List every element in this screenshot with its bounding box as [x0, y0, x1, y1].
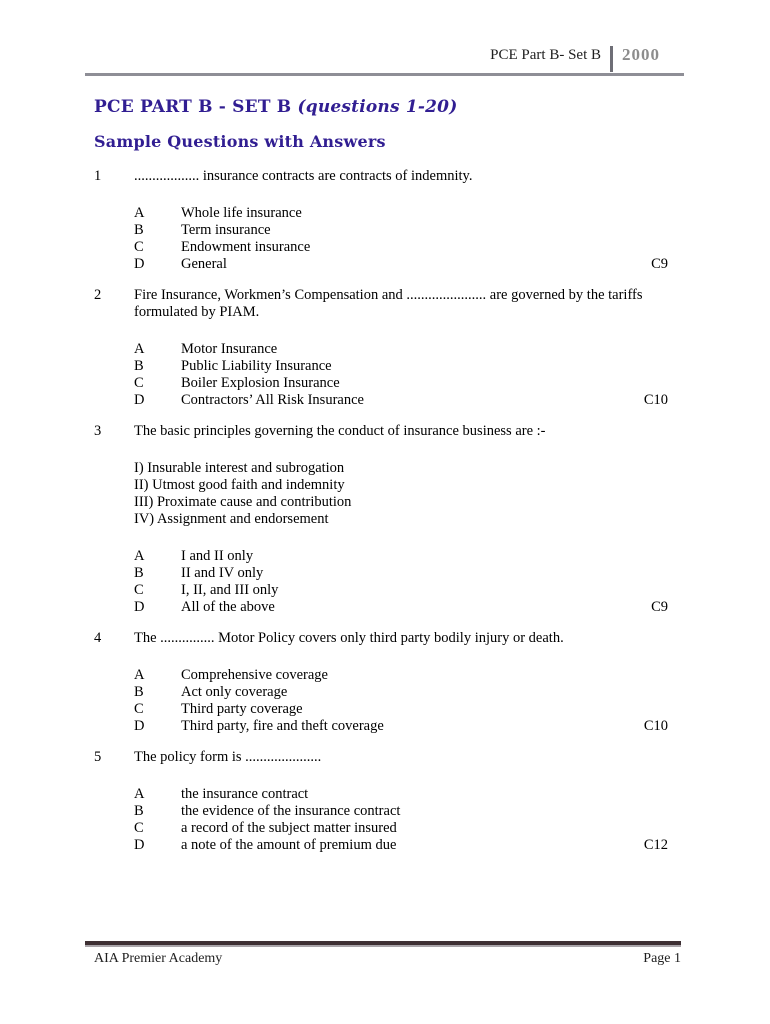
option-row [94, 375, 668, 392]
answer-reference: C9 [651, 599, 668, 615]
header-doc-title: PCE Part B- Set B [490, 47, 601, 63]
option-letter: A [134, 548, 145, 564]
footer-rule [85, 941, 681, 947]
header-rule [85, 73, 684, 76]
roman-numeral-item: IV) Assignment and endorsement [134, 511, 329, 527]
option-row [94, 565, 668, 582]
option-row [94, 718, 668, 735]
option-letter: D [134, 837, 145, 853]
option-letter: A [134, 667, 145, 683]
option-letter: A [134, 786, 145, 802]
option-text: Comprehensive coverage [181, 667, 328, 683]
question-block-3 [94, 423, 668, 616]
option-letter: C [134, 239, 144, 255]
option-letter: D [134, 718, 145, 734]
roman-numeral-item: III) Proximate cause and contribution [134, 494, 352, 510]
options-list [94, 667, 668, 735]
answer-reference: C12 [643, 837, 668, 853]
roman-numeral-item: I) Insurable interest and subrogation [134, 460, 345, 476]
roman-numeral-list [134, 460, 668, 528]
footer-page-number: Page 1 [643, 951, 681, 966]
option-text: Third party coverage [181, 701, 303, 717]
option-letter: B [134, 565, 144, 581]
option-row [94, 803, 668, 820]
option-text: All of the above [181, 599, 275, 615]
footer-row [85, 950, 681, 968]
footer-academy-name: AIA Premier Academy [94, 951, 223, 966]
option-row [94, 820, 668, 837]
options-list [94, 548, 668, 616]
document-subtitle: Sample Questions with Answers [94, 132, 386, 151]
option-row [94, 701, 668, 718]
option-text: Contractors’ All Risk Insurance [181, 392, 364, 408]
option-text: II and IV only [181, 565, 264, 581]
question-row [94, 630, 668, 647]
option-text: I, II, and III only [181, 582, 279, 598]
question-number: 3 [94, 423, 102, 439]
option-text: a record of the subject matter insured [181, 820, 397, 836]
option-row [94, 599, 668, 616]
option-text: Whole life insurance [181, 205, 302, 221]
question-number: 5 [94, 749, 102, 765]
option-row [94, 392, 668, 409]
answer-reference: C10 [643, 392, 668, 408]
option-row [94, 786, 668, 803]
question-text: Fire Insurance, Workmen’s Compensation and ...................... are governed by the tariffs formulated by PIAM. [134, 287, 643, 320]
options-list [94, 205, 668, 273]
option-text: a note of the amount of premium due [181, 837, 397, 853]
option-row [94, 222, 668, 239]
page-footer [85, 941, 681, 968]
option-letter: C [134, 375, 144, 391]
option-text: Third party, fire and theft coverage [181, 718, 384, 734]
option-row [94, 256, 668, 273]
question-row [94, 423, 668, 440]
option-text: I and II only [181, 548, 254, 564]
option-row [94, 837, 668, 854]
question-block-4 [94, 630, 668, 735]
document-title-suffix: (questions 1-20) [297, 97, 458, 117]
question-block-1 [94, 168, 668, 273]
question-number: 2 [94, 287, 102, 303]
option-text: Term insurance [181, 222, 271, 238]
option-row [94, 239, 668, 256]
options-list [94, 786, 668, 854]
option-text: Public Liability Insurance [181, 358, 332, 374]
answer-reference: C10 [643, 718, 668, 734]
option-letter: D [134, 392, 145, 408]
option-text: Act only coverage [181, 684, 288, 700]
option-text: Motor Insurance [181, 341, 278, 357]
option-letter: D [134, 599, 145, 615]
question-block-2 [94, 287, 668, 409]
question-text: The basic principles governing the conduct of insurance business are :- [134, 423, 546, 439]
option-letter: B [134, 803, 144, 819]
option-row [94, 548, 668, 565]
option-row [94, 205, 668, 222]
question-number: 4 [94, 630, 102, 646]
options-list [94, 341, 668, 409]
option-letter: C [134, 701, 144, 717]
document-title [94, 96, 770, 118]
option-row [94, 582, 668, 599]
page-header [0, 0, 770, 68]
document-title-main: PCE PART B - SET B [94, 97, 298, 117]
option-letter: C [134, 582, 144, 598]
option-letter: D [134, 256, 145, 272]
option-row [94, 684, 668, 701]
question-text: .................. insurance contracts are contracts of indemnity. [134, 168, 473, 184]
option-text: the evidence of the insurance contract [181, 803, 401, 819]
option-text: General [181, 256, 227, 272]
option-letter: A [134, 205, 145, 221]
question-row [94, 287, 668, 321]
option-row [94, 341, 668, 358]
option-letter: C [134, 820, 144, 836]
answer-reference: C9 [651, 256, 668, 272]
option-text: Endowment insurance [181, 239, 311, 255]
question-number: 1 [94, 168, 102, 184]
question-text: The policy form is ..................... [134, 749, 322, 765]
questions-section [0, 168, 770, 854]
question-text: The ............... Motor Policy covers only third party bodily injury or death. [134, 630, 564, 646]
header-divider [610, 46, 613, 72]
option-letter: B [134, 684, 144, 700]
roman-numeral-item: II) Utmost good faith and indemnity [134, 477, 345, 493]
option-row [94, 358, 668, 375]
option-letter: B [134, 222, 144, 238]
option-letter: A [134, 341, 145, 357]
header-year: 2000 [622, 45, 660, 64]
question-block-5 [94, 749, 668, 854]
option-letter: B [134, 358, 144, 374]
question-row [94, 749, 668, 766]
question-row [94, 168, 668, 185]
option-row [94, 667, 668, 684]
option-text: the insurance contract [181, 786, 309, 802]
option-text: Boiler Explosion Insurance [181, 375, 340, 391]
